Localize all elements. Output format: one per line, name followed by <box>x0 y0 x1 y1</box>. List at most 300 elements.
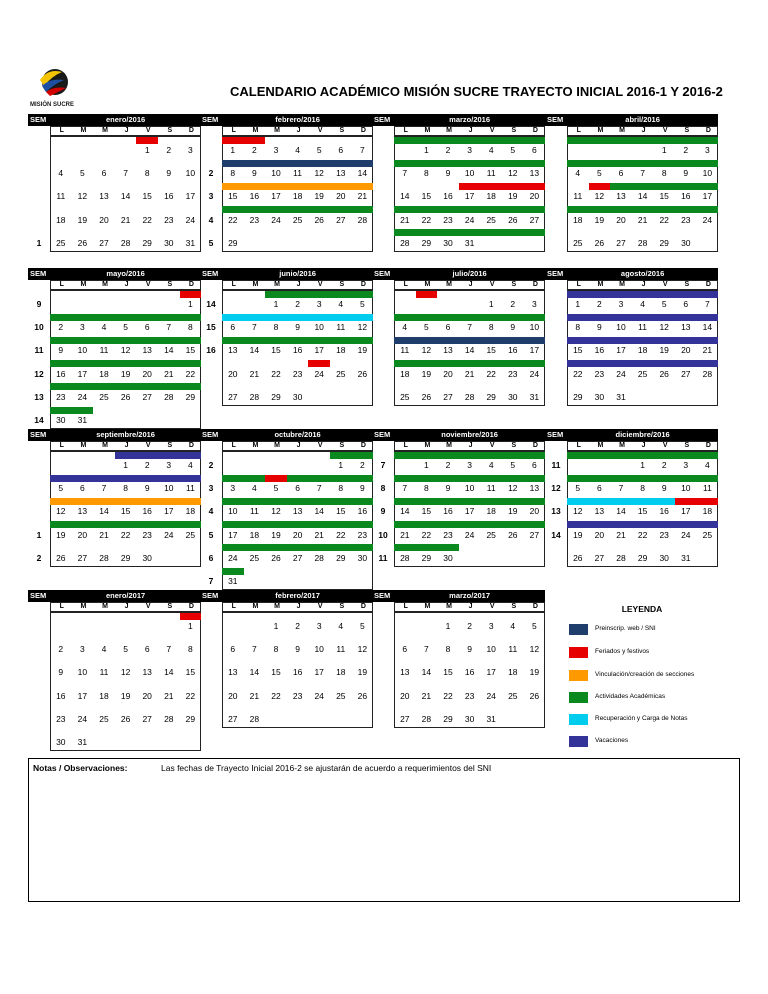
day-cell: 28 <box>249 391 260 402</box>
weekday-row <box>567 441 718 451</box>
day-cell: 19 <box>56 529 66 540</box>
activity-bar-feriados <box>589 183 611 190</box>
weekday-row <box>50 441 201 451</box>
week-number: 14 <box>34 415 44 425</box>
day-cell: 13 <box>594 506 605 517</box>
day-cell: 15 <box>271 345 281 356</box>
weekday-label: M <box>80 127 87 134</box>
sem-label: SEM <box>547 430 564 439</box>
weekday-label: L <box>231 127 236 134</box>
day-cell: 21 <box>357 191 368 202</box>
month-header <box>545 429 718 441</box>
day-cell: 13 <box>400 667 410 678</box>
day-cell: 22 <box>421 214 432 225</box>
day-cell: 19 <box>77 214 88 225</box>
day-cell: 23 <box>292 368 303 379</box>
day-cell: 30 <box>56 737 66 747</box>
weekday-row <box>222 280 373 290</box>
day-cell: 13 <box>99 191 109 202</box>
day-cell: 18 <box>292 191 303 202</box>
activity-bar-academicas <box>50 521 201 528</box>
day-cell: 29 <box>486 391 496 402</box>
day-cell: 7 <box>123 168 128 179</box>
day-cell: 7 <box>467 322 472 333</box>
day-cell: 22 <box>271 690 281 701</box>
week-number: 14 <box>206 299 216 309</box>
day-cell: 19 <box>529 667 540 678</box>
day-cell: 29 <box>637 552 648 563</box>
weekday-label: V <box>145 603 151 610</box>
day-cell: 3 <box>683 460 689 470</box>
day-cell: 9 <box>597 322 602 333</box>
day-cell: 1 <box>188 621 193 631</box>
day-cell: 18 <box>508 667 518 678</box>
weekday-label: J <box>296 603 301 610</box>
day-cell: 17 <box>77 690 88 701</box>
sem-label: SEM <box>202 430 219 439</box>
day-cell: 16 <box>292 345 303 356</box>
month-header <box>28 590 201 602</box>
day-cell: 11 <box>293 168 302 179</box>
activity-bar-preinscrip <box>394 337 545 344</box>
day-cell: 22 <box>486 368 496 379</box>
weekday-label: J <box>641 442 646 449</box>
activity-bar-feriados <box>136 137 158 144</box>
day-cell: 15 <box>228 191 238 202</box>
day-cell: 24 <box>164 529 174 540</box>
day-cell: 22 <box>336 529 346 540</box>
day-cell: 8 <box>575 322 581 333</box>
day-cell: 19 <box>120 690 131 701</box>
day-cell: 21 <box>249 368 260 379</box>
weekday-row <box>567 280 718 290</box>
week-number: 9 <box>36 299 42 309</box>
day-cell: 26 <box>271 552 281 563</box>
day-cell: 9 <box>252 168 257 179</box>
day-cell: 24 <box>702 214 713 225</box>
day-cell: 10 <box>486 644 496 655</box>
day-cell: 10 <box>681 483 691 494</box>
day-cell: 6 <box>144 644 150 655</box>
week-number: 8 <box>380 483 386 494</box>
activity-bar-academicas <box>50 337 201 344</box>
day-cell: 3 <box>532 299 537 309</box>
weekday-row <box>394 441 545 451</box>
day-cell: 4 <box>338 621 344 631</box>
day-cell: 12 <box>120 345 131 356</box>
day-cell: 16 <box>464 667 475 678</box>
weekday-label: L <box>59 281 64 288</box>
weekday-label: D <box>188 281 194 288</box>
month-header <box>28 268 201 280</box>
day-cell: 6 <box>445 322 451 333</box>
weekday-label: L <box>59 127 64 134</box>
day-cell: 7 <box>166 644 172 655</box>
day-cell: 23 <box>56 713 66 724</box>
weekday-label: V <box>489 603 495 610</box>
month-block <box>372 114 545 252</box>
day-cell: 5 <box>123 644 128 655</box>
day-cell: 9 <box>661 483 667 494</box>
day-cell: 3 <box>467 460 472 470</box>
month-block <box>545 429 718 567</box>
day-cell: 11 <box>400 345 410 356</box>
day-cell: 5 <box>510 460 516 470</box>
day-cell: 20 <box>681 345 691 356</box>
day-cell: 18 <box>185 506 196 517</box>
sem-label: SEM <box>547 115 564 124</box>
day-cell: 15 <box>185 667 196 678</box>
weekday-row <box>394 602 545 612</box>
day-cell: 31 <box>185 237 196 248</box>
day-cell: 17 <box>486 667 496 678</box>
legend-label: Recuperación y Carga de Notas <box>595 715 688 722</box>
day-cell: 10 <box>185 168 196 179</box>
day-cell: 20 <box>99 214 109 225</box>
day-cell: 7 <box>424 644 429 655</box>
day-cell: 6 <box>597 483 602 494</box>
weekday-label: L <box>403 603 408 610</box>
day-cell: 30 <box>594 391 605 402</box>
activity-bar-academicas <box>394 229 545 236</box>
day-cell: 21 <box>616 529 626 540</box>
day-cell: 18 <box>486 506 496 517</box>
day-cell: 18 <box>702 506 713 517</box>
weekday-label: L <box>403 127 408 134</box>
weekday-label: J <box>124 127 129 134</box>
day-cell: 16 <box>357 506 368 517</box>
day-cell: 22 <box>637 529 648 540</box>
day-cell: 15 <box>421 191 432 202</box>
day-cell: 23 <box>508 368 518 379</box>
activity-bar-academicas <box>222 498 373 505</box>
day-cell: 20 <box>77 529 88 540</box>
activity-bar-vacaciones <box>567 360 718 367</box>
day-cell: 31 <box>486 713 496 724</box>
day-cell: 10 <box>314 322 324 333</box>
day-cell: 14 <box>400 191 410 202</box>
day-cell: 13 <box>443 345 453 356</box>
day-cell: 16 <box>681 191 691 202</box>
day-cell: 28 <box>120 237 131 248</box>
day-cell: 4 <box>295 145 300 155</box>
day-cell: 30 <box>357 552 368 563</box>
day-cell: 28 <box>702 368 713 379</box>
day-cell: 27 <box>228 713 238 724</box>
month-block <box>372 590 545 728</box>
sem-label: SEM <box>30 269 47 278</box>
day-cell: 27 <box>681 368 691 379</box>
activity-bar-academicas <box>222 475 373 482</box>
day-cell: 8 <box>424 168 429 179</box>
day-cell: 23 <box>357 529 368 540</box>
day-cell: 16 <box>142 506 152 517</box>
weekday-label: L <box>576 281 581 288</box>
day-cell: 19 <box>659 345 669 356</box>
day-cell: 1 <box>424 145 429 155</box>
day-cell: 20 <box>529 191 540 202</box>
day-cell: 9 <box>166 168 172 179</box>
day-cell: 10 <box>464 483 475 494</box>
day-cell: 12 <box>659 322 669 333</box>
day-cell: 11 <box>249 506 259 517</box>
day-cell: 17 <box>271 191 281 202</box>
day-cell: 11 <box>573 191 583 202</box>
day-cell: 7 <box>402 483 408 494</box>
day-cell: 14 <box>249 345 260 356</box>
day-cell: 16 <box>249 191 260 202</box>
day-cell: 5 <box>532 621 537 631</box>
day-cell: 17 <box>77 368 88 379</box>
day-cell: 2 <box>597 299 602 309</box>
week-number: 7 <box>380 460 386 470</box>
weekday-label: M <box>619 127 625 134</box>
weekday-label: L <box>576 127 581 134</box>
day-cell: 7 <box>618 483 624 494</box>
month-block <box>28 590 201 751</box>
weekday-label: V <box>145 127 151 134</box>
weekday-label: M <box>80 281 87 288</box>
day-cell: 21 <box>702 345 713 356</box>
day-cell: 16 <box>508 345 518 356</box>
legend-label: Vacaciones <box>595 737 629 744</box>
day-cell: 28 <box>637 237 648 248</box>
day-cell: 9 <box>467 644 472 655</box>
day-cell: 19 <box>508 191 518 202</box>
weekday-label: D <box>532 281 538 288</box>
day-cell: 6 <box>230 644 236 655</box>
week-number: 6 <box>208 552 214 563</box>
day-cell: 13 <box>616 191 626 202</box>
day-cell: 10 <box>77 345 88 356</box>
day-cell: 24 <box>464 214 475 225</box>
week-number: 2 <box>208 168 214 179</box>
day-cell: 15 <box>120 506 131 517</box>
month-name: octubre/2016 <box>274 430 321 439</box>
svg-text:MISIÓN SUCRE: MISIÓN SUCRE <box>30 102 75 108</box>
weekday-label: M <box>446 442 452 449</box>
sem-label: SEM <box>202 591 219 600</box>
weekday-label: L <box>59 603 64 610</box>
day-cell: 18 <box>573 214 583 225</box>
weekday-label: J <box>641 127 646 134</box>
day-cell: 29 <box>271 391 281 402</box>
day-cell: 23 <box>292 690 303 701</box>
activity-bar-academicas <box>394 521 545 528</box>
weekday-label: M <box>446 603 452 610</box>
day-cell: 19 <box>357 345 368 356</box>
day-cell: 8 <box>273 644 279 655</box>
week-number: 14 <box>551 529 561 540</box>
day-cell: 31 <box>77 737 88 747</box>
day-cell: 28 <box>164 391 174 402</box>
day-cell: 14 <box>702 322 713 333</box>
day-cell: 28 <box>99 552 109 563</box>
month-header <box>372 590 545 602</box>
day-cell: 16 <box>292 667 303 678</box>
activity-bar-vacaciones <box>567 291 718 298</box>
month-block <box>372 268 545 406</box>
activity-bar-vacaciones <box>567 314 718 321</box>
day-cell: 17 <box>464 191 475 202</box>
weekday-label: D <box>360 281 366 288</box>
day-cell: 10 <box>529 322 540 333</box>
weekday-label: D <box>705 281 711 288</box>
day-cell: 3 <box>273 145 279 155</box>
week-number: 10 <box>378 529 388 540</box>
day-cell: 18 <box>99 690 109 701</box>
day-cell: 4 <box>640 299 645 309</box>
day-cell: 11 <box>702 483 712 494</box>
day-cell: 6 <box>683 299 689 309</box>
weekday-label: M <box>274 127 280 134</box>
day-cell: 4 <box>338 299 344 309</box>
weekday-row <box>222 602 373 612</box>
week-number: 11 <box>378 552 388 563</box>
weekday-label: M <box>619 281 625 288</box>
day-cell: 26 <box>594 237 605 248</box>
day-cell: 3 <box>467 145 472 155</box>
day-cell: 22 <box>185 368 196 379</box>
day-cell: 1 <box>188 299 193 309</box>
day-cell: 23 <box>443 529 453 540</box>
day-cell: 26 <box>421 391 432 402</box>
day-cell: 6 <box>532 145 537 155</box>
month-name: agosto/2016 <box>620 269 665 278</box>
notes-label: Notas / Observaciones: <box>33 763 128 773</box>
day-cell: 26 <box>357 368 368 379</box>
day-cell: 5 <box>123 322 128 333</box>
day-cell: 21 <box>421 690 432 701</box>
day-cell: 29 <box>573 391 583 402</box>
day-cell: 23 <box>142 529 152 540</box>
weekday-label: V <box>662 442 668 449</box>
day-cell: 10 <box>228 506 238 517</box>
day-cell: 2 <box>295 299 300 309</box>
day-cell: 4 <box>488 145 494 155</box>
month-header <box>200 114 373 126</box>
legend-swatch <box>569 647 588 658</box>
day-cell: 30 <box>142 552 152 563</box>
weekday-label: D <box>188 127 194 134</box>
weekday-label: J <box>468 603 473 610</box>
month-header <box>200 590 373 602</box>
day-cell: 5 <box>575 483 581 494</box>
day-cell: 23 <box>443 214 453 225</box>
activity-bar-academicas <box>50 407 93 414</box>
weekday-label: L <box>231 603 236 610</box>
day-cell: 22 <box>573 368 583 379</box>
day-cell: 27 <box>529 214 540 225</box>
day-cell: 9 <box>295 322 300 333</box>
day-cell: 5 <box>661 299 667 309</box>
day-cell: 9 <box>510 322 516 333</box>
day-cell: 13 <box>681 322 691 333</box>
weekday-label: L <box>403 442 408 449</box>
month-name: marzo/2017 <box>449 591 491 600</box>
weekday-label: M <box>597 127 604 134</box>
week-number: 11 <box>34 345 44 356</box>
day-cell: 16 <box>164 191 174 202</box>
day-cell: 19 <box>314 191 324 202</box>
day-cell: 23 <box>464 690 475 701</box>
weekday-label: M <box>424 603 431 610</box>
week-number: 4 <box>208 214 214 225</box>
day-cell: 9 <box>58 345 64 356</box>
weekday-label: J <box>641 281 646 288</box>
day-cell: 4 <box>101 322 107 333</box>
day-cell: 10 <box>616 322 626 333</box>
activity-bar-academicas <box>50 314 201 321</box>
day-cell: 19 <box>508 506 518 517</box>
day-cell: 24 <box>529 368 540 379</box>
day-cell: 26 <box>357 690 368 701</box>
day-cell: 29 <box>336 552 346 563</box>
weekday-row <box>222 126 373 136</box>
sem-label: SEM <box>374 115 391 124</box>
day-cell: 10 <box>314 644 324 655</box>
day-cell: 28 <box>421 713 432 724</box>
month-header <box>200 268 373 280</box>
day-cell: 8 <box>144 168 150 179</box>
day-cell: 6 <box>101 168 107 179</box>
day-cell: 17 <box>529 345 540 356</box>
day-cell: 1 <box>424 460 429 470</box>
sem-label: SEM <box>30 430 47 439</box>
weekday-label: J <box>296 442 301 449</box>
day-cell: 27 <box>292 552 303 563</box>
week-number: 13 <box>551 506 561 517</box>
day-cell: 22 <box>142 214 152 225</box>
day-cell: 13 <box>336 168 346 179</box>
day-cell: 15 <box>637 506 648 517</box>
day-cell: 11 <box>508 644 518 655</box>
weekday-row <box>394 280 545 290</box>
day-cell: 12 <box>77 191 88 202</box>
day-cell: 14 <box>314 506 324 517</box>
month-block <box>200 268 373 406</box>
day-cell: 2 <box>166 145 172 155</box>
day-cell: 29 <box>659 237 669 248</box>
day-cell: 13 <box>142 345 152 356</box>
day-cell: 20 <box>292 529 303 540</box>
day-cell: 31 <box>681 552 691 563</box>
weekday-label: D <box>532 127 538 134</box>
sem-label: SEM <box>374 269 391 278</box>
activity-bar-academicas <box>50 360 201 367</box>
day-cell: 3 <box>705 145 710 155</box>
day-cell: 29 <box>421 552 432 563</box>
day-cell: 9 <box>58 667 64 678</box>
day-cell: 2 <box>58 322 64 333</box>
day-cell: 13 <box>529 168 540 179</box>
day-cell: 21 <box>164 368 174 379</box>
day-cell: 31 <box>77 415 88 425</box>
weekday-label: M <box>446 281 452 288</box>
activity-bar-feriados <box>308 360 330 367</box>
day-cell: 9 <box>445 483 451 494</box>
day-cell: 12 <box>573 506 583 517</box>
day-cell: 1 <box>575 299 581 309</box>
sem-label: SEM <box>547 269 564 278</box>
day-cell: 22 <box>120 529 131 540</box>
day-cell: 3 <box>316 621 322 631</box>
activity-bar-feriados <box>416 291 438 298</box>
day-cell: 23 <box>249 214 260 225</box>
day-cell: 18 <box>400 368 410 379</box>
day-cell: 6 <box>618 168 624 179</box>
activity-bar-academicas <box>222 337 373 344</box>
